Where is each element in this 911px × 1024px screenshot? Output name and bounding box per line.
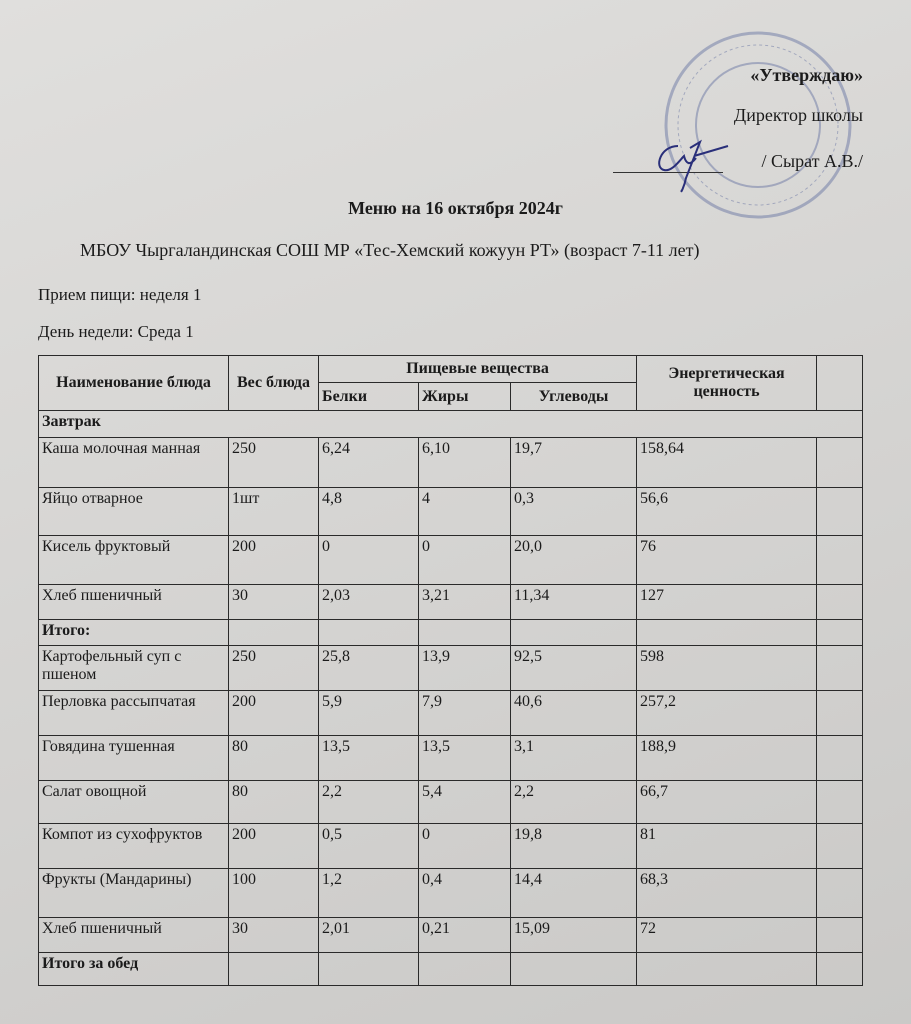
cell-protein: 25,8 [319, 646, 419, 691]
cell-protein: 0 [319, 536, 419, 585]
cell-carbs: 14,4 [511, 869, 637, 918]
cell-empty [817, 953, 863, 986]
cell-fat: 7,9 [419, 691, 511, 736]
header-protein: Белки [319, 383, 419, 411]
cell-weight: 200 [229, 691, 319, 736]
cell-name: Компот из сухофруктов [39, 824, 229, 869]
cell-extra [817, 781, 863, 824]
cell-energy: 158,64 [637, 438, 817, 488]
cell-fat: 13,5 [419, 736, 511, 781]
cell-fat: 6,10 [419, 438, 511, 488]
table-row [39, 869, 863, 918]
breakfast-total-row [39, 620, 863, 646]
cell-extra [817, 646, 863, 691]
weekday: День недели: Среда 1 [38, 322, 194, 341]
cell-name: Хлеб пшеничный [39, 918, 229, 953]
table-row [39, 736, 863, 781]
cell-extra [817, 869, 863, 918]
table-row [39, 691, 863, 736]
cell-weight: 100 [229, 869, 319, 918]
cell-weight: 30 [229, 585, 319, 620]
cell-name: Говядина тушенная [39, 736, 229, 781]
cell-energy: 81 [637, 824, 817, 869]
cell-carbs: 11,34 [511, 585, 637, 620]
cell-empty [511, 953, 637, 986]
cell-empty [511, 620, 637, 646]
cell-carbs: 20,0 [511, 536, 637, 585]
cell-protein: 13,5 [319, 736, 419, 781]
cell-fat: 0,21 [419, 918, 511, 953]
header-fat: Жиры [419, 383, 511, 411]
meal-week: Прием пищи: неделя 1 [38, 285, 202, 304]
cell-fat: 5,4 [419, 781, 511, 824]
header-nutrients: Пищевые вещества [319, 356, 637, 383]
page-title: Меню на 16 октября 2024г [348, 198, 563, 218]
cell-carbs: 2,2 [511, 781, 637, 824]
cell-fat: 0 [419, 824, 511, 869]
lunch-total-row [39, 953, 863, 986]
cell-name: Картофельный суп с пшеном [39, 646, 229, 691]
table-row [39, 438, 863, 488]
cell-weight: 250 [229, 646, 319, 691]
signer-name: / Сырат А.В./ [761, 151, 863, 171]
cell-fat: 0,4 [419, 869, 511, 918]
cell-empty [637, 620, 817, 646]
cell-empty [637, 953, 817, 986]
school-name: МБОУ Чыргаландинская СОШ МР «Тес-Хемский кожуун РТ» (возраст 7-11 лет) [80, 240, 700, 260]
header-weight: Вес блюда [229, 356, 319, 411]
cell-name: Кисель фруктовый [39, 536, 229, 585]
cell-empty [419, 620, 511, 646]
cell-extra [817, 438, 863, 488]
cell-fat: 13,9 [419, 646, 511, 691]
cell-name: Фрукты (Мандарины) [39, 869, 229, 918]
cell-empty [229, 620, 319, 646]
cell-fat: 4 [419, 488, 511, 536]
cell-protein: 4,8 [319, 488, 419, 536]
cell-protein: 5,9 [319, 691, 419, 736]
cell-energy: 598 [637, 646, 817, 691]
header-extra [817, 356, 863, 411]
cell-carbs: 40,6 [511, 691, 637, 736]
cell-extra [817, 536, 863, 585]
cell-energy: 56,6 [637, 488, 817, 536]
table-row [39, 646, 863, 691]
cell-extra [817, 918, 863, 953]
cell-empty [817, 620, 863, 646]
cell-energy: 68,3 [637, 869, 817, 918]
director-position: Директор школы [733, 105, 863, 125]
cell-weight: 1шт [229, 488, 319, 536]
cell-energy: 66,7 [637, 781, 817, 824]
signature [650, 138, 730, 198]
cell-energy: 257,2 [637, 691, 817, 736]
table-row [39, 585, 863, 620]
cell-weight: 250 [229, 438, 319, 488]
section-breakfast: Завтрак [39, 411, 863, 438]
cell-weight: 80 [229, 781, 319, 824]
cell-empty [319, 620, 419, 646]
cell-extra [817, 736, 863, 781]
cell-carbs: 15,09 [511, 918, 637, 953]
cell-name: Каша молочная манная [39, 438, 229, 488]
cell-empty [419, 953, 511, 986]
header-name: Наименование блюда [39, 356, 229, 411]
cell-extra [817, 691, 863, 736]
cell-name: Хлеб пшеничный [39, 585, 229, 620]
cell-protein: 0,5 [319, 824, 419, 869]
cell-empty [229, 953, 319, 986]
lunch-total-row-label: Итого за обед [39, 953, 229, 986]
header-carbs: Углеводы [511, 383, 637, 411]
approve-label: «Утверждаю» [750, 65, 863, 85]
cell-name: Перловка рассыпчатая [39, 691, 229, 736]
cell-carbs: 0,3 [511, 488, 637, 536]
cell-protein: 1,2 [319, 869, 419, 918]
table-row [39, 488, 863, 536]
cell-protein: 2,03 [319, 585, 419, 620]
cell-energy: 76 [637, 536, 817, 585]
cell-name: Салат овощной [39, 781, 229, 824]
table-row [39, 824, 863, 869]
table-row [39, 918, 863, 953]
cell-carbs: 19,8 [511, 824, 637, 869]
header-energy: Энергетическая ценность [637, 356, 817, 411]
cell-extra [817, 824, 863, 869]
cell-extra [817, 488, 863, 536]
cell-energy: 72 [637, 918, 817, 953]
cell-carbs: 92,5 [511, 646, 637, 691]
cell-name: Яйцо отварное [39, 488, 229, 536]
cell-carbs: 3,1 [511, 736, 637, 781]
cell-weight: 30 [229, 918, 319, 953]
cell-carbs: 19,7 [511, 438, 637, 488]
breakfast-total-row-label: Итого: [39, 620, 229, 646]
table-row [39, 536, 863, 585]
cell-extra [817, 585, 863, 620]
cell-energy: 188,9 [637, 736, 817, 781]
cell-fat: 0 [419, 536, 511, 585]
cell-weight: 80 [229, 736, 319, 781]
cell-empty [319, 953, 419, 986]
cell-weight: 200 [229, 824, 319, 869]
cell-energy: 127 [637, 585, 817, 620]
cell-fat: 3,21 [419, 585, 511, 620]
cell-protein: 6,24 [319, 438, 419, 488]
cell-protein: 2,2 [319, 781, 419, 824]
cell-weight: 200 [229, 536, 319, 585]
menu-table [38, 355, 863, 986]
table-row [39, 781, 863, 824]
cell-protein: 2,01 [319, 918, 419, 953]
